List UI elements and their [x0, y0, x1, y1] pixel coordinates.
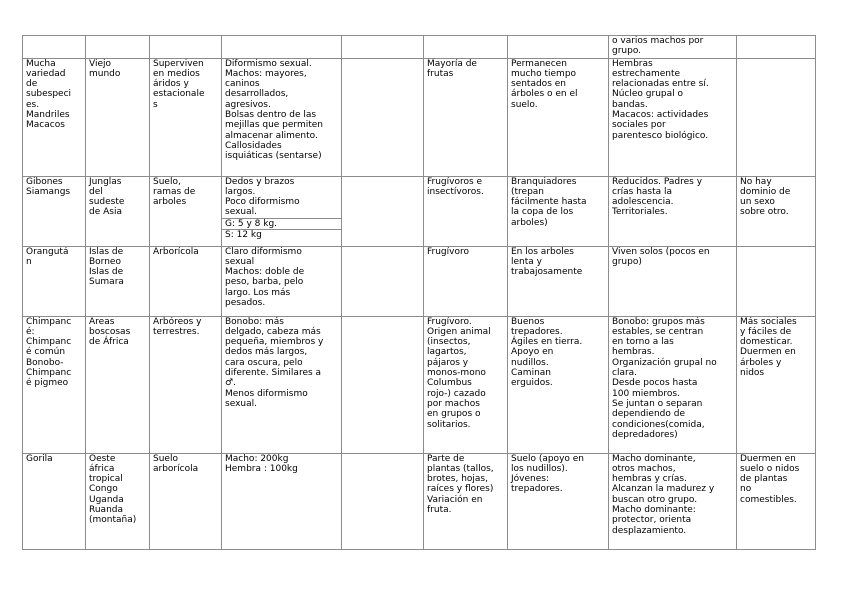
cell-text-line: otros machos, — [612, 463, 676, 474]
cell-text-line: mejillas que permiten — [225, 120, 324, 131]
cell-text-line: Callosidades — [225, 140, 282, 151]
cell-region — [86, 58, 150, 176]
cell-text-line: Oeste — [89, 453, 116, 464]
cell-locomotion — [508, 453, 609, 549]
cell-social-structure — [609, 176, 737, 246]
cell-text-line: comestibles. — [740, 494, 797, 505]
cell-species — [23, 58, 86, 176]
cell-text-line: terrestres. — [153, 326, 200, 337]
cell-text-line: Gorila — [26, 453, 53, 464]
cell-text-line: Ruanda — [89, 505, 124, 516]
cell-text-line: Jóvenes: — [511, 474, 549, 485]
cell-notes — [737, 246, 816, 316]
cell-social-structure — [609, 36, 737, 59]
cell-text-line: estrechamente — [612, 68, 681, 79]
cell-text-line: Macacos: actividades — [612, 110, 709, 121]
cell-text-line: un sexo — [740, 197, 775, 208]
table-body — [23, 36, 816, 550]
cell-text-line: Origen animal — [427, 326, 491, 337]
cell-social-structure — [609, 316, 737, 453]
cell-region — [86, 316, 150, 453]
cell-text-line: desarrollados, — [225, 89, 289, 100]
cell-text-line: es. — [26, 99, 40, 110]
cell-text-line: dominio de — [740, 186, 791, 197]
cell-diet — [424, 36, 508, 59]
cell-text-line: protector, orienta — [612, 515, 692, 526]
cell-species — [23, 316, 86, 453]
cell-text-line: subespeci — [26, 89, 72, 100]
cell-text-line: Macho dominante: — [612, 505, 696, 516]
cell-text-line: y fáciles de — [740, 326, 792, 337]
cell-text-line: Reducidos. Padres y — [612, 176, 703, 187]
cell-text-line: Territoriales. — [612, 207, 668, 218]
cell-text-line: boscosas — [89, 326, 131, 337]
cell-text-line: Superviven — [153, 58, 204, 69]
cell-text-line: Viejo — [89, 58, 112, 69]
cell-text-line: mundo — [89, 68, 121, 79]
cell-text-line: estables, se centran — [612, 326, 704, 337]
cell-text-line: s — [153, 99, 158, 110]
cell-notes — [737, 316, 816, 453]
cell-text-line: Arbóreos y — [153, 316, 202, 327]
cell-text-line: Bonobo: más — [225, 316, 284, 327]
cell-text-line: rojo-) cazado — [427, 388, 486, 399]
cell-text-line: sexual — [225, 256, 255, 267]
cell-text-line: Suelo (apoyo en — [511, 453, 585, 464]
cell-text-line: tropical — [89, 474, 123, 485]
cell-text-line: grupo. — [612, 46, 642, 57]
cell-text-line: arborícola — [153, 463, 199, 474]
cell-text-line: Arborícola — [153, 246, 199, 257]
cell-text-line: Uganda — [89, 494, 124, 505]
cell-text-line: hembras y crías. — [612, 474, 687, 485]
cell-text-line: Columbus — [427, 378, 472, 389]
cell-text-line: Parte de — [427, 453, 465, 464]
cell-text-line: sentados en — [511, 79, 566, 90]
cell-text-line: Macho: 200kg — [225, 453, 289, 464]
cell-text-line: Ágiles en tierra. — [511, 337, 583, 348]
cell-text-line: suelo o nidos — [740, 463, 800, 474]
cell-text-line: brotes, hojas, — [427, 474, 488, 485]
cell-text-line: (trepan — [511, 186, 545, 197]
cell-text-line: sociales por — [612, 120, 666, 131]
cell-text-line: largos. — [225, 186, 256, 197]
cell-text-line: desplazamiento. — [612, 525, 687, 536]
cell-notes — [737, 36, 816, 59]
cell-text-line: frutas — [427, 68, 454, 79]
cell-text-line: Frugívoros e — [427, 176, 483, 187]
cell-text-line: Diformismo sexual. — [225, 58, 312, 69]
cell-text-line: sexual. — [225, 207, 257, 218]
cell-social-structure — [609, 453, 737, 549]
cell-text-line: los nudillos). — [511, 463, 568, 474]
cell-locomotion — [508, 58, 609, 176]
cell-text-line: estacionale — [153, 89, 205, 100]
cell-text-line: Macho dominante, — [612, 453, 696, 464]
table-row — [23, 36, 816, 59]
cell-text-line: lenta y — [511, 256, 542, 267]
cell-text-line: Gibones — [26, 176, 63, 187]
table-row — [23, 246, 816, 316]
cell-text-line: plantas (tallos, — [427, 463, 494, 474]
cell-text-line: mucho tiempo — [511, 68, 577, 79]
cell-habitat — [150, 316, 222, 453]
cell-text-line: Núcleo grupal o — [612, 89, 684, 100]
cell-text-line: solitarios. — [427, 419, 471, 430]
cell-physical-traits — [222, 36, 342, 59]
cell-notes — [737, 453, 816, 549]
cell-text-line: largo. Los más — [225, 287, 291, 298]
cell-text-line: Viven solos (pocos en — [612, 246, 710, 257]
cell-text-line: n — [26, 256, 32, 267]
cell-text-line: Caminan — [511, 368, 551, 379]
cell-text-line: no — [740, 484, 752, 495]
cell-text-line: é: — [26, 326, 35, 337]
cell-text-line: Congo — [89, 484, 118, 495]
cell-text-line: Hembra : 100kg — [225, 463, 298, 474]
cell-text-line: Se juntan o separan — [612, 398, 703, 409]
cell-text-line: de Asia — [89, 207, 122, 218]
cell-region — [86, 36, 150, 59]
cell-text-line: sobre otro. — [740, 207, 789, 218]
cell-blank — [342, 58, 424, 176]
cell-text-line: Más sociales — [740, 316, 797, 327]
cell-text-line: cara oscura, pelo — [225, 357, 303, 368]
cell-blank — [342, 316, 424, 453]
cell-text-line: trepadores. — [511, 326, 563, 337]
cell-region — [86, 246, 150, 316]
cell-blank — [342, 453, 424, 549]
cell-text-line: Macacos — [26, 120, 65, 131]
cell-text-line: relacionadas entre sí. — [612, 79, 709, 90]
cell-text-line: delgado, cabeza más — [225, 326, 321, 337]
cell-text-line: domesticar. — [740, 337, 793, 348]
cell-text-line: por machos — [427, 398, 480, 409]
cell-text-line: en grupos o — [427, 409, 481, 420]
cell-text-line: condiciones(comida, — [612, 419, 705, 430]
cell-text-line: agresivos. — [225, 99, 271, 110]
cell-text-line: Chimpanc — [26, 368, 72, 379]
cell-text-line: Apoyo en — [511, 347, 554, 358]
cell-text-line: erguidos. — [511, 378, 553, 389]
cell-text-line: (montaña) — [89, 515, 137, 526]
cell-habitat — [150, 176, 222, 246]
cell-text-line: pesados. — [225, 298, 266, 309]
cell-region — [86, 176, 150, 246]
cell-text-line: Buenos — [511, 316, 545, 327]
cell-notes — [737, 58, 816, 176]
cell-text-line: Machos: mayores, — [225, 68, 307, 79]
cell-text-line: dedos más largos, — [225, 347, 308, 358]
cell-locomotion — [508, 176, 609, 246]
cell-text-line: Mandriles — [26, 110, 70, 121]
cell-text-line: Poco diformismo — [225, 197, 300, 208]
cell-text-line: Alcanzan la madurez y — [612, 484, 715, 495]
cell-habitat — [150, 453, 222, 549]
cell-text-line: de plantas — [740, 474, 788, 485]
cell-text-line: Claro diformismo — [225, 246, 302, 257]
cell-physical-traits — [222, 453, 342, 549]
cell-text-line: clara. — [612, 368, 638, 379]
cell-text-line: Junglas — [89, 176, 122, 187]
cell-text-line: adolescencia. — [612, 197, 674, 208]
cell-species — [23, 36, 86, 59]
primate-table — [22, 35, 816, 550]
cell-locomotion — [508, 36, 609, 59]
cell-text-line: arboles — [153, 197, 187, 208]
cell-text-line: é pigmeo — [26, 378, 69, 389]
cell-text-line: Branquiadores — [511, 176, 577, 187]
cell-text-line: Chimpanc — [26, 316, 72, 327]
cell-text-line: de África — [89, 337, 129, 348]
cell-text-line: del — [89, 186, 103, 197]
cell-text-line: Siamangs — [26, 186, 71, 197]
cell-text-line: Desde pocos hasta — [612, 378, 698, 389]
cell-text-line: hembras. — [612, 347, 655, 358]
cell-text-line: almacenar alimento. — [225, 130, 318, 141]
cell-text-line: Duermen en — [740, 453, 796, 464]
cell-text-line: depredadores) — [612, 429, 678, 440]
cell-text-line: Dedos y brazos — [225, 176, 295, 187]
cell-text-line: bandas. — [612, 99, 648, 110]
cell-text-line: 100 miembros. — [612, 388, 680, 399]
cell-text-line: sexual. — [225, 398, 257, 409]
cell-locomotion — [508, 246, 609, 316]
cell-text-line: trabajosamente — [511, 267, 583, 278]
cell-text-line: en medios — [153, 68, 200, 79]
cell-text-line: Suelo — [153, 453, 178, 464]
cell-text-line: Bonobo- — [26, 357, 64, 368]
cell-text-line: buscan otro grupo. — [612, 494, 698, 505]
cell-text-line: é común — [26, 347, 66, 358]
cell-text-line: árboles o en el — [511, 89, 578, 100]
cell-text-line: la copa de los — [511, 207, 574, 218]
cell-text-line: parentesco biológico. — [612, 130, 709, 141]
cell-physical-traits — [222, 176, 342, 246]
cell-text-line: Suelo, — [153, 176, 181, 187]
cell-text-line: Áreas — [89, 316, 115, 327]
cell-text-line: caninos — [225, 79, 260, 90]
cell-text-line: o varios machos por — [612, 36, 704, 46]
cell-text-line: raíces y flores) — [427, 484, 494, 495]
cell-text-line: Variación en — [427, 494, 483, 505]
cell-diet — [424, 58, 508, 176]
cell-text-line: variedad — [26, 68, 66, 79]
cell-text-line: Islas de — [89, 246, 124, 257]
cell-text-line: grupo) — [612, 256, 642, 267]
cell-text-line: insectívoros. — [427, 186, 484, 197]
cell-text-line: Frugívoro — [427, 246, 469, 257]
cell-text-line: nudillos. — [511, 357, 549, 368]
cell-text-line: áfrica — [89, 463, 115, 474]
cell-text-line: Chimpanc — [26, 337, 72, 348]
cell-species — [23, 176, 86, 246]
cell-text-line: peso, barba, pelo — [225, 277, 304, 288]
cell-text-line: fruta. — [427, 505, 452, 516]
cell-text-line: No hay — [740, 176, 772, 187]
cell-blank — [342, 176, 424, 246]
cell-text-line: ramas de — [153, 186, 196, 197]
cell-text-line: Machos: doble de — [225, 267, 305, 278]
cell-text-line: isquiáticas (sentarse) — [225, 151, 322, 162]
cell-locomotion — [508, 316, 609, 453]
cell-physical-traits — [222, 246, 342, 316]
cell-text-line: Bolsas dentro de las — [225, 110, 317, 121]
cell-text-line: arboles) — [511, 217, 548, 228]
cell-physical-traits — [222, 58, 342, 176]
cell-text-line: Borneo — [89, 256, 121, 267]
cell-text-line: fácilmente hasta — [511, 197, 587, 208]
cell-diet — [424, 246, 508, 316]
cell-text-line: Mayoría de — [427, 58, 477, 69]
cell-habitat — [150, 246, 222, 316]
cell-text-line: En los arboles — [511, 246, 574, 257]
cell-text-line: trepadores. — [511, 484, 563, 495]
table-row — [23, 453, 816, 549]
cell-text-line: crías hasta la — [612, 186, 673, 197]
cell-text-line: suelo. — [511, 99, 538, 110]
cell-blank — [342, 246, 424, 316]
cell-text-line: Bonobo: grupos más — [612, 316, 705, 327]
table-row — [23, 58, 816, 176]
cell-text-line: diferente. Similares a — [225, 368, 322, 379]
cell-diet — [424, 316, 508, 453]
cell-diet — [424, 453, 508, 549]
cell-species — [23, 246, 86, 316]
cell-habitat — [150, 36, 222, 59]
cell-physical-traits — [222, 316, 342, 453]
cell-text-line: Islas de — [89, 267, 124, 278]
cell-text-line: nidos — [740, 368, 765, 379]
cell-text-line: árboles y — [740, 357, 782, 368]
cell-text-line: dependiendo de — [612, 409, 685, 420]
cell-text-line: Mucha — [26, 58, 56, 69]
cell-diet — [424, 176, 508, 246]
cell-notes — [737, 176, 816, 246]
cell-habitat — [150, 58, 222, 176]
cell-text-line: (insectos, — [427, 337, 471, 348]
table-row — [23, 316, 816, 453]
cell-text-line: Sumara — [89, 277, 124, 288]
cell-region — [86, 453, 150, 549]
cell-text-line: Permanecen — [511, 58, 567, 69]
cell-social-structure — [609, 246, 737, 316]
cell-text-line: Hembras — [612, 58, 653, 69]
cell-text-line: monos-mono — [427, 368, 486, 379]
weight-line: G: 5 y 8 kg. — [222, 218, 341, 229]
cell-text-line: Duermen en — [740, 347, 796, 358]
cell-text-line: en torno a las — [612, 337, 674, 348]
cell-text-line: áridos y — [153, 79, 189, 90]
cell-blank — [342, 36, 424, 59]
cell-text-line: Orangutá — [26, 246, 69, 257]
cell-social-structure — [609, 58, 737, 176]
cell-text-line: pájaros y — [427, 357, 469, 368]
cell-text-line: Organización grupal no — [612, 357, 717, 368]
cell-species — [23, 453, 86, 549]
cell-text-line: de — [26, 79, 38, 90]
table-row — [23, 176, 816, 246]
cell-text-line: ♂. — [225, 378, 236, 389]
cell-text-line: lagartos, — [427, 347, 467, 358]
cell-text-line: Frugívoro. — [427, 316, 472, 327]
cell-text-line: pequeña, miembros y — [225, 337, 324, 348]
cell-text-line: Menos diformismo — [225, 388, 308, 399]
cell-text-line: sudeste — [89, 197, 125, 208]
weight-line: S: 12 kg — [222, 229, 341, 240]
